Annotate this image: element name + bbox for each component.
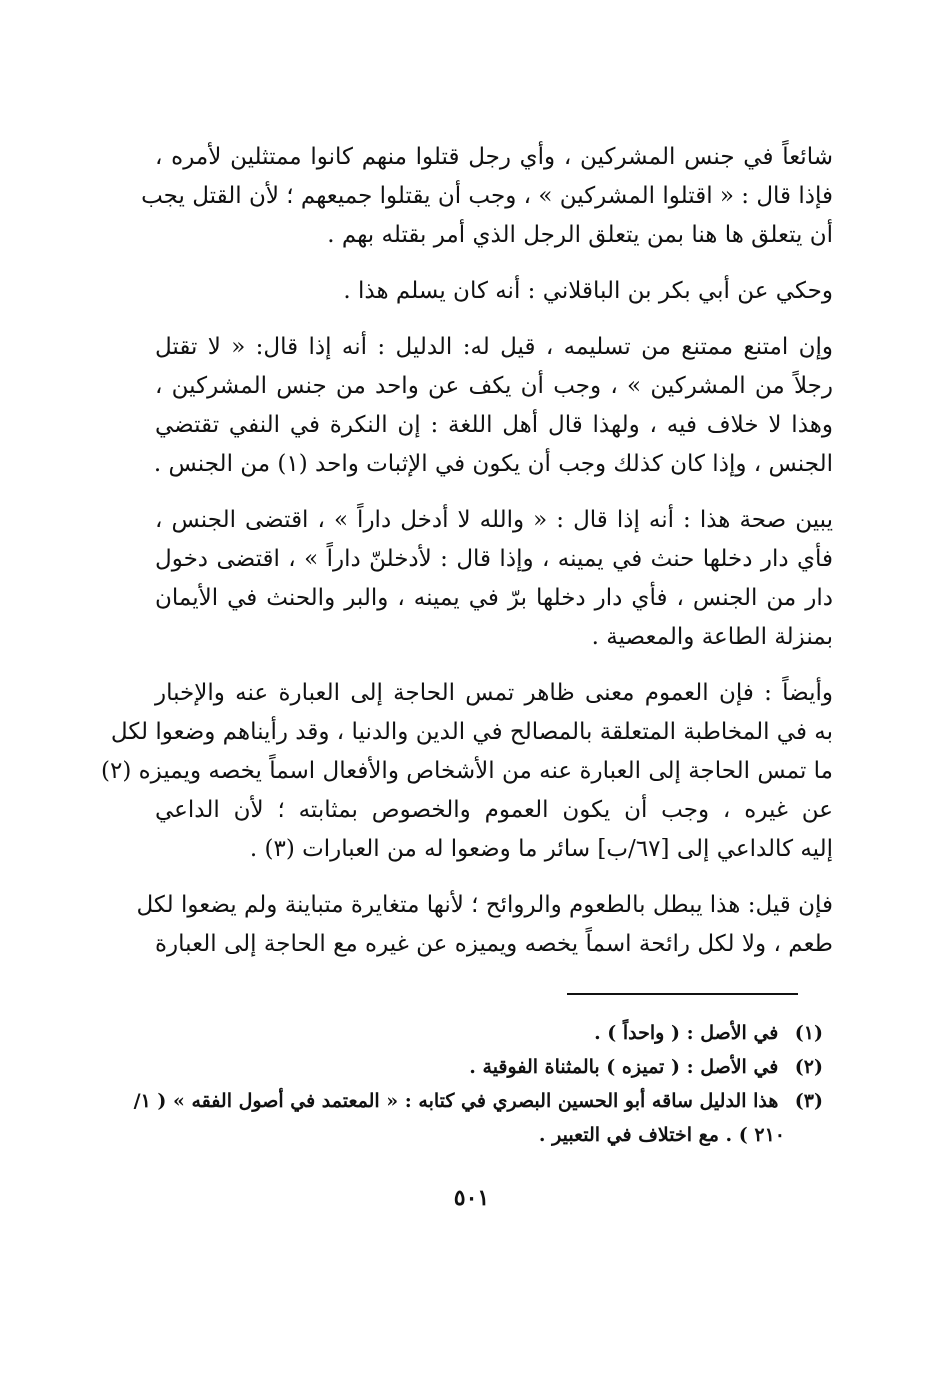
text-line: وإن امتنع ممتنع من تسليمه ، قيل له: الدليل : أنه إذا قال: « لا تقتل xyxy=(155,334,833,360)
text-line: طعم ، ولا لكل رائحة اسماً يخصه ويميزه عن غيره مع الحاجة إلى العبارة xyxy=(155,931,833,957)
text-line: دار من الجنس ، فأي دار دخلها برّ في يمينه ، والبر والحنث في الأيمان xyxy=(155,585,833,611)
paragraph-6 xyxy=(136,886,833,964)
page-number: ٥٠١ xyxy=(453,1185,490,1211)
text-line: الجنس ، وإذا كان كذلك وجب أن يكون في الإثبات واحد (١) من الجنس . xyxy=(153,451,833,477)
main-text xyxy=(100,138,833,981)
footnote-3 xyxy=(133,1084,823,1118)
text-line: يبين صحة هذا : أنه إذا قال : « والله لا أدخل داراً » ، اقتضى الجنس ، xyxy=(155,507,833,533)
paragraph-3 xyxy=(155,328,833,484)
text-line: شائعاً في جنس المشركين ، وأي رجل قتلوا منهم كانوا ممتثلين لأمره ، xyxy=(155,144,833,170)
footnotes xyxy=(133,1016,823,1152)
text-line: بمنزلة الطاعة والمعصية . xyxy=(591,624,833,650)
paragraph-2 xyxy=(155,272,833,311)
text-line: أن يتعلق ها هنا بمن يتعلق الرجل الذي أمر بقتله بهم . xyxy=(327,222,833,248)
footnote-number: (٣) xyxy=(794,1090,823,1112)
footnote-text: في الأصل : ( واحداً ) . xyxy=(594,1022,779,1044)
text-line: رجلاً من المشركين » ، وجب أن يكف عن واحد من جنس المشركين ، xyxy=(155,373,833,399)
footnote-number: (٢) xyxy=(794,1056,823,1078)
text-line: فإذا قال : « اقتلوا المشركين » ، وجب أن يقتلوا جميعهم ؛ لأن القتل يجب xyxy=(141,183,833,209)
text-line: فأي دار دخلها حنث في يمينه ، وإذا قال : لأدخلنّ داراً » ، اقتضى دخول xyxy=(155,546,833,572)
footnote-text: هذا الدليل ساقه أبو الحسين البصري في كتابه : « المعتمد في أصول الفقه » ( ١/ xyxy=(133,1090,779,1112)
footnote-3-continuation: ٢١٠ ) . مع اختلاف في التعبير . xyxy=(538,1124,785,1146)
text-line: إليه كالداعي إلى [٦٧/ب] سائر ما وضعوا له من العبارات (٣) . xyxy=(249,836,833,862)
paragraph-1 xyxy=(141,138,833,255)
text-line: عن غيره ، وجب أن يكون العموم والخصوص بمثابته ؛ لأن الداعي xyxy=(155,797,833,823)
footnote-1 xyxy=(160,1016,823,1050)
paragraph-5 xyxy=(100,674,833,869)
text-line: ما تمس الحاجة إلى العبارة عنه من الأشخاص والأفعال اسماً يخصه ويميزه (٢) xyxy=(100,758,833,784)
text-line: وأيضاً : فإن العموم معنى ظاهر تمس الحاجة إلى العبارة عنه والإخبار xyxy=(155,680,833,706)
paragraph-4 xyxy=(155,501,833,657)
footnote-separator xyxy=(567,993,798,995)
footnote-text: في الأصل : ( تميزه ) بالمثناة الفوقية . xyxy=(469,1056,779,1078)
text-line: فإن قيل: هذا يبطل بالطعوم والروائح ؛ لأنها متغايرة متباينة ولم يضعوا لكل xyxy=(136,892,833,918)
footnote-number: (١) xyxy=(794,1022,823,1044)
footnote-2 xyxy=(160,1050,823,1084)
text-line: به في المخاطبة المتعلقة بالمصالح في الدين والدنيا ، وقد رأيناهم وضعوا لكل xyxy=(110,719,833,745)
text-line: وحكي عن أبي بكر بن الباقلاني : أنه كان يسلم هذا . xyxy=(343,278,833,304)
text-line: وهذا لا خلاف فيه ، ولهذا قال أهل اللغة : إن النكرة في النفي تقتضي xyxy=(155,412,833,438)
